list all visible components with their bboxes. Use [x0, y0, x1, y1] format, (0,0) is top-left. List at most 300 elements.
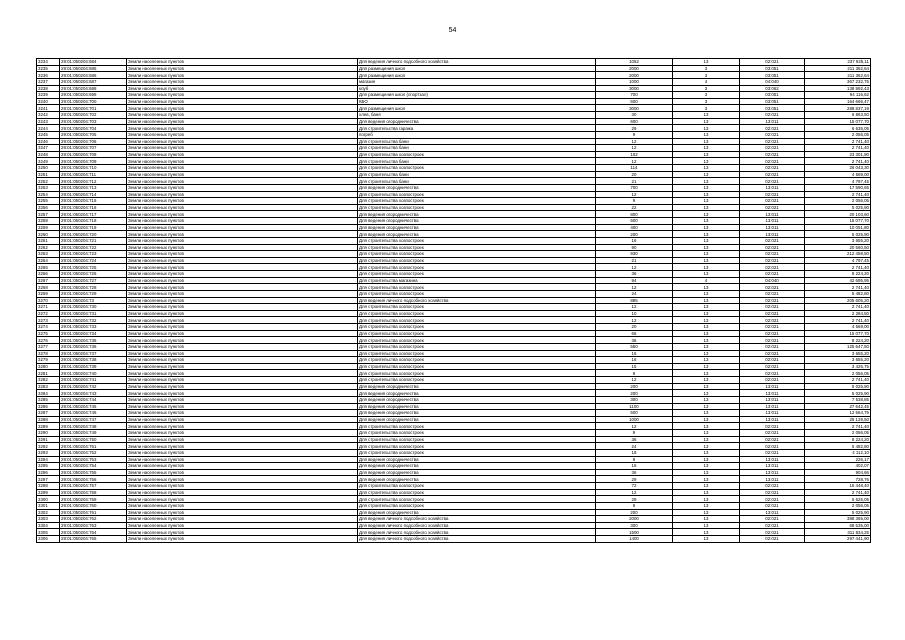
group-cell: 13: [673, 396, 740, 403]
permitted-use-cell: Для ведения огородничества: [358, 469, 596, 476]
group-cell: 13: [673, 449, 740, 456]
area-cell: 2000: [596, 65, 673, 72]
group-cell: 13: [673, 496, 740, 503]
area-cell: 20: [596, 324, 673, 331]
row-number-cell: 3303: [37, 516, 60, 523]
permitted-use-cell: Для ведения огородничества: [358, 231, 596, 238]
permitted-use-cell: Для ведения личного подсобного хозяйства: [358, 59, 596, 66]
code-cell: 02:021: [740, 536, 805, 543]
cadastral-value-cell: 728,76: [805, 476, 871, 483]
land-category-cell: Земли населенных пунктов: [127, 396, 358, 403]
group-cell: 13: [673, 165, 740, 172]
row-number-cell: 3281: [37, 370, 60, 377]
table-row: [37, 357, 871, 364]
code-cell: 13:011: [740, 218, 805, 225]
cadastral-value-cell: 27 642,45: [805, 403, 871, 410]
table-row: [37, 178, 871, 185]
group-cell: 13: [673, 370, 740, 377]
cadastral-number-cell: 29:01:050204:744: [60, 396, 127, 403]
permitted-use-cell: Для строительства хозпостроек: [358, 443, 596, 450]
cadastral-number-cell: 29:01:050204:712: [60, 178, 127, 185]
cadastral-number-cell: 29:01:050204:763: [60, 522, 127, 529]
area-cell: 16: [596, 350, 673, 357]
area-cell: 12: [596, 377, 673, 384]
group-cell: 13: [673, 131, 740, 138]
cadastral-number-cell: 29:01:050204:700: [60, 98, 127, 105]
permitted-use-cell: Для строительства бани: [358, 178, 596, 185]
row-number-cell: 3298: [37, 483, 60, 490]
group-cell: 3: [673, 98, 740, 105]
row-number-cell: 3294: [37, 456, 60, 463]
code-cell: 02:021: [740, 423, 805, 430]
cadastral-value-cell: 10 051,80: [805, 224, 871, 231]
code-cell: 02:021: [740, 165, 805, 172]
code-cell: 02:021: [740, 158, 805, 165]
land-category-cell: Земли населенных пунктов: [127, 72, 358, 79]
cadastral-number-cell: 29:01:050204:740: [60, 370, 127, 377]
land-category-cell: Земли населенных пунктов: [127, 410, 358, 417]
code-cell: 02:021: [740, 204, 805, 211]
land-category-cell: Земли населенных пунктов: [127, 516, 358, 523]
group-cell: 13: [673, 231, 740, 238]
permitted-use-cell: Для ведения огородничества: [358, 184, 596, 191]
group-cell: 13: [673, 489, 740, 496]
row-number-cell: 3262: [37, 244, 60, 251]
permitted-use-cell: Для строительства хозпостроек: [358, 165, 596, 172]
group-cell: 13: [673, 357, 740, 364]
row-number-cell: 3264: [37, 257, 60, 264]
permitted-use-cell: Для строительства хозпостроек: [358, 237, 596, 244]
cadastral-value-cell: 23 301,90: [805, 151, 871, 158]
land-category-cell: Земли населенных пунктов: [127, 330, 358, 337]
row-number-cell: 3244: [37, 125, 60, 132]
land-category-cell: Земли населенных пунктов: [127, 529, 358, 536]
land-category-cell: Земли населенных пунктов: [127, 145, 358, 152]
code-cell: 02:021: [740, 171, 805, 178]
land-category-cell: Земли населенных пунктов: [127, 476, 358, 483]
cadastral-value-cell: 2 056,05: [805, 198, 871, 205]
area-cell: 1000: [596, 416, 673, 423]
permitted-use-cell: Для ведения огородничества: [358, 410, 596, 417]
land-category-cell: Земли населенных пунктов: [127, 324, 358, 331]
land-category-cell: Земли населенных пунктов: [127, 138, 358, 145]
group-cell: 13: [673, 476, 740, 483]
cadastral-value-cell: 2 741,40: [805, 304, 871, 311]
area-cell: 1100: [596, 403, 673, 410]
code-cell: 02:021: [740, 297, 805, 304]
table-row: [37, 489, 871, 496]
permitted-use-cell: Для ведения личного подсобного хозяйства: [358, 536, 596, 543]
cadastral-value-cell: 2 741,40: [805, 145, 871, 152]
table-row: [37, 231, 871, 238]
cadastral-number-cell: 29:01:050204:765: [60, 536, 127, 543]
land-category-cell: Земли населенных пунктов: [127, 198, 358, 205]
cadastral-number-cell: 29:01:050204:687: [60, 78, 127, 85]
group-cell: 13: [673, 410, 740, 417]
row-number-cell: 3250: [37, 165, 60, 172]
cadastral-number-cell: 29:01:050204:720: [60, 231, 127, 238]
cadastral-value-cell: 2 056,05: [805, 131, 871, 138]
row-number-cell: 3296: [37, 469, 60, 476]
code-cell: 02:021: [740, 310, 805, 317]
code-cell: 02:021: [740, 516, 805, 523]
group-cell: 13: [673, 343, 740, 350]
row-number-cell: 3235: [37, 65, 60, 72]
code-cell: 13:011: [740, 184, 805, 191]
cadastral-number-cell: 29:01:050204:755: [60, 469, 127, 476]
area-cell: 36: [596, 337, 673, 344]
row-number-cell: 3237: [37, 78, 60, 85]
area-cell: 9: [596, 430, 673, 437]
area-cell: 29: [596, 125, 673, 132]
row-number-cell: 3252: [37, 178, 60, 185]
code-cell: 03:051: [740, 72, 805, 79]
table-row: [37, 138, 871, 145]
cadastral-value-cell: 138 992,43: [805, 85, 871, 92]
permitted-use-cell: Для строительства бани: [358, 145, 596, 152]
land-category-cell: Земли населенных пунктов: [127, 131, 358, 138]
row-number-cell: 3275: [37, 330, 60, 337]
area-cell: 600: [596, 118, 673, 125]
code-cell: 02:021: [740, 317, 805, 324]
permitted-use-cell: Для строительства хозпостроек: [358, 271, 596, 278]
cadastral-value-cell: 26 043,30: [805, 165, 871, 172]
table-row: [37, 529, 871, 536]
cadastral-value-cell: 125 647,50: [805, 343, 871, 350]
cadastral-value-cell: 388 365,00: [805, 516, 871, 523]
group-cell: 13: [673, 178, 740, 185]
table-row: [37, 483, 871, 490]
table-row: [37, 496, 871, 503]
cadastral-number-cell: 29:01:050204:714: [60, 191, 127, 198]
table-row: [37, 271, 871, 278]
cadastral-number-cell: 29:01:050204:747: [60, 416, 127, 423]
cadastral-number-cell: 29:01:050204:735: [60, 337, 127, 344]
permitted-use-cell: Для ведения огородничества: [358, 463, 596, 470]
permitted-use-cell: Для строительства хозпостроек: [358, 244, 596, 251]
permitted-use-cell: Для строительства хозпостроек: [358, 310, 596, 317]
cadastral-value-cell: 6 863,50: [805, 112, 871, 119]
permitted-use-cell: Для строительства хозпостроек: [358, 483, 596, 490]
code-cell: 02:021: [740, 237, 805, 244]
permitted-use-cell: Для строительства гаража: [358, 125, 596, 132]
table-row: [37, 536, 871, 543]
land-category-cell: Земли населенных пунктов: [127, 218, 358, 225]
group-cell: 13: [673, 138, 740, 145]
cadastral-number-cell: 29:01:050204:711: [60, 171, 127, 178]
area-cell: 12: [596, 145, 673, 152]
table-row: [37, 343, 871, 350]
row-number-cell: 3266: [37, 271, 60, 278]
code-cell: 02:021: [740, 191, 805, 198]
permitted-use-cell: Для ведения личного подсобного хозяйства: [358, 529, 596, 536]
code-cell: 02:021: [740, 251, 805, 258]
area-cell: 700: [596, 184, 673, 191]
group-cell: 13: [673, 244, 740, 251]
area-cell: 16: [596, 463, 673, 470]
group-cell: 13: [673, 297, 740, 304]
land-category-cell: Земли населенных пунктов: [127, 297, 358, 304]
land-category-cell: Земли населенных пунктов: [127, 284, 358, 291]
row-number-cell: 3238: [37, 85, 60, 92]
cadastral-value-cell: 4 797,45: [805, 178, 871, 185]
cadastral-value-cell: 297 441,90: [805, 536, 871, 543]
cadastral-number-cell: 29:01:050204:727: [60, 277, 127, 284]
land-category-cell: Земли населенных пунктов: [127, 125, 358, 132]
row-number-cell: 3305: [37, 529, 60, 536]
area-cell: 10: [596, 310, 673, 317]
group-cell: 13: [673, 337, 740, 344]
land-category-cell: Земли населенных пунктов: [127, 430, 358, 437]
group-cell: 13: [673, 463, 740, 470]
cadastral-number-cell: 29:01:050204:725: [60, 264, 127, 271]
area-cell: 114: [596, 165, 673, 172]
land-category-cell: Земли населенных пунктов: [127, 290, 358, 297]
cadastral-number-cell: 29:01:050204:699: [60, 92, 127, 99]
cadastral-number-cell: 29:01:050204:716: [60, 204, 127, 211]
code-cell: 13:011: [740, 416, 805, 423]
land-category-cell: Земли населенных пунктов: [127, 65, 358, 72]
permitted-use-cell: Для строительства бани: [358, 138, 596, 145]
land-category-cell: Земли населенных пунктов: [127, 112, 358, 119]
permitted-use-cell: Для строительства хозпостроек: [358, 324, 596, 331]
area-cell: 12: [596, 284, 673, 291]
group-cell: 13: [673, 416, 740, 423]
permitted-use-cell: Для строительства хозпостроек: [358, 284, 596, 291]
code-cell: 03:051: [740, 65, 805, 72]
table-row: [37, 297, 871, 304]
table-body: [37, 59, 871, 543]
cadastral-number-cell: 29:01:050204:764: [60, 529, 127, 536]
cadastral-value-cell: 2 741,40: [805, 264, 871, 271]
page-number: 54: [448, 27, 457, 34]
group-cell: 13: [673, 264, 740, 271]
table-row: [37, 416, 871, 423]
group-cell: 13: [673, 403, 740, 410]
row-number-cell: 3236: [37, 72, 60, 79]
land-category-cell: Земли населенных пунктов: [127, 184, 358, 191]
code-cell: 02:021: [740, 304, 805, 311]
cadastral-value-cell: 3 655,20: [805, 357, 871, 364]
area-cell: 895: [596, 297, 673, 304]
permitted-use-cell: Для ведения личного подсобного хозяйства: [358, 522, 596, 529]
table-row: [37, 237, 871, 244]
area-cell: 21: [596, 178, 673, 185]
code-cell: 13:011: [740, 211, 805, 218]
row-number-cell: 3291: [37, 436, 60, 443]
area-cell: 12: [596, 489, 673, 496]
land-category-cell: Земли населенных пунктов: [127, 237, 358, 244]
row-number-cell: 3279: [37, 357, 60, 364]
row-number-cell: 3306: [37, 536, 60, 543]
area-cell: 3000: [596, 105, 673, 112]
cadastral-number-cell: 29:01:050204:701: [60, 105, 127, 112]
permitted-use-cell: Для строительства хозпостроек: [358, 377, 596, 384]
row-number-cell: 3239: [37, 92, 60, 99]
cadastral-value-cell: 212 458,50: [805, 251, 871, 258]
code-cell: 13:011: [740, 403, 805, 410]
table-row: [37, 105, 871, 112]
permitted-use-cell: Для строительства хозпостроек: [358, 151, 596, 158]
cadastral-number-cell: 29:01:050204:728: [60, 284, 127, 291]
code-cell: 13:011: [740, 383, 805, 390]
table-row: [37, 449, 871, 456]
cadastral-value-cell: 164 666,47: [805, 98, 871, 105]
cadastral-number-cell: 29:01:050204:746: [60, 410, 127, 417]
permitted-use-cell: Для строительства бани: [358, 171, 596, 178]
area-cell: 22: [596, 204, 673, 211]
cadastral-number-cell: 29:01:050204:707: [60, 145, 127, 152]
table-row: [37, 423, 871, 430]
cadastral-value-cell: 402,07: [805, 463, 871, 470]
permitted-use-cell: клуб: [358, 85, 596, 92]
table-row: [37, 463, 871, 470]
land-category-cell: Земли населенных пунктов: [127, 224, 358, 231]
area-cell: 24: [596, 290, 673, 297]
land-category-cell: Земли населенных пунктов: [127, 509, 358, 516]
table-row: [37, 396, 871, 403]
row-number-cell: 3242: [37, 112, 60, 119]
cadastral-value-cell: 15 077,70: [805, 330, 871, 337]
area-cell: 400: [596, 224, 673, 231]
cadastral-value-cell: 20 103,60: [805, 211, 871, 218]
land-category-cell: Земли населенных пунктов: [127, 158, 358, 165]
cadastral-value-cell: 288 837,19: [805, 105, 871, 112]
row-number-cell: 3274: [37, 324, 60, 331]
row-number-cell: 3256: [37, 204, 60, 211]
code-cell: 02:021: [740, 257, 805, 264]
land-category-cell: Земли населенных пунктов: [127, 496, 358, 503]
area-cell: 102: [596, 151, 673, 158]
permitted-use-cell: Для ведения огородничества: [358, 211, 596, 218]
row-number-cell: 3278: [37, 350, 60, 357]
code-cell: 02:021: [740, 449, 805, 456]
land-category-cell: Земли населенных пунктов: [127, 449, 358, 456]
group-cell: 4: [673, 78, 740, 85]
land-category-cell: Земли населенных пунктов: [127, 443, 358, 450]
table-row: [37, 476, 871, 483]
group-cell: 13: [673, 251, 740, 258]
cadastral-number-cell: 29:01:050204:705: [60, 131, 127, 138]
row-number-cell: 3243: [37, 118, 60, 125]
row-number-cell: 3295: [37, 463, 60, 470]
area-cell: 1052: [596, 59, 673, 66]
land-category-cell: Земли населенных пунктов: [127, 264, 358, 271]
area-cell: 16: [596, 357, 673, 364]
row-number-cell: 3304: [37, 522, 60, 529]
land-category-cell: Земли населенных пунктов: [127, 357, 358, 364]
code-cell: 02:021: [740, 151, 805, 158]
table-row: [37, 363, 871, 370]
code-cell: 02:021: [740, 131, 805, 138]
group-cell: 13: [673, 317, 740, 324]
area-cell: 12: [596, 264, 673, 271]
row-number-cell: 3284: [37, 390, 60, 397]
land-category-cell: Земли населенных пунктов: [127, 304, 358, 311]
area-cell: 930: [596, 251, 673, 258]
cadastral-value-cell: 2 741,40: [805, 284, 871, 291]
group-cell: 13: [673, 224, 740, 231]
group-cell: 13: [673, 151, 740, 158]
group-cell: 13: [673, 271, 740, 278]
group-cell: 13: [673, 184, 740, 191]
code-cell: 02:021: [740, 330, 805, 337]
area-cell: 12: [596, 317, 673, 324]
cadastral-value-cell: 42 695,95: [805, 277, 871, 284]
row-number-cell: 3260: [37, 231, 60, 238]
table-row: [37, 171, 871, 178]
table-row: [37, 350, 871, 357]
table-row: [37, 509, 871, 516]
code-cell: 04:040: [740, 78, 805, 85]
area-cell: 16: [596, 237, 673, 244]
permitted-use-cell: Для ведения огородничества: [358, 416, 596, 423]
row-number-cell: 3282: [37, 377, 60, 384]
cadastral-value-cell: 2 741,40: [805, 158, 871, 165]
group-cell: 13: [673, 423, 740, 430]
area-cell: 500: [596, 410, 673, 417]
cadastral-value-cell: 226,17: [805, 456, 871, 463]
land-category-cell: Земли населенных пунктов: [127, 310, 358, 317]
cadastral-number-cell: 29:01:050204:723: [60, 251, 127, 258]
group-cell: 13: [673, 125, 740, 132]
code-cell: 13:011: [740, 396, 805, 403]
group-cell: 13: [673, 456, 740, 463]
area-cell: 12: [596, 423, 673, 430]
table-row: [37, 284, 871, 291]
cadastral-number-cell: 29:01:050204:761: [60, 509, 127, 516]
group-cell: 13: [673, 330, 740, 337]
permitted-use-cell: Для ведения огородничества: [358, 218, 596, 225]
permitted-use-cell: Для строительства хозпостроек: [358, 502, 596, 509]
cadastral-value-cell: 25 129,50: [805, 416, 871, 423]
row-number-cell: 3293: [37, 449, 60, 456]
area-cell: 1500: [596, 529, 673, 536]
code-cell: 03:051: [740, 98, 805, 105]
permitted-use-cell: Для ведения огородничества: [358, 224, 596, 231]
cadastral-number-cell: 29:01:050204:706: [60, 138, 127, 145]
land-category-cell: Земли населенных пунктов: [127, 171, 358, 178]
cadastral-value-cell: 904,66: [805, 469, 871, 476]
table-row: [37, 317, 871, 324]
permitted-use-cell: Для строительства хозпостроек: [358, 343, 596, 350]
land-category-cell: Земли населенных пунктов: [127, 522, 358, 529]
area-cell: 200: [596, 509, 673, 516]
cadastral-number-cell: 29:01:050204:709: [60, 158, 127, 165]
land-category-cell: Земли населенных пунктов: [127, 383, 358, 390]
permitted-use-cell: Для ведения огородничества: [358, 118, 596, 125]
area-cell: 21: [596, 257, 673, 264]
code-cell: 02:021: [740, 112, 805, 119]
cadastral-number-cell: 29:01:050204:732: [60, 317, 127, 324]
cadastral-number-cell: 29:01:050204:684: [60, 59, 127, 66]
permitted-use-cell: Для строительства хозпостроек: [358, 357, 596, 364]
code-cell: 02:021: [740, 363, 805, 370]
cadastral-number-cell: 29:01:050204:721: [60, 237, 127, 244]
cadastral-value-cell: 4 797,45: [805, 257, 871, 264]
permitted-use-cell: Для ведения огородничества: [358, 383, 596, 390]
code-cell: 13:011: [740, 476, 805, 483]
code-cell: 13:011: [740, 469, 805, 476]
row-number-cell: 3249: [37, 158, 60, 165]
land-category-cell: Земли населенных пунктов: [127, 483, 358, 490]
cadastral-number-cell: 29:01:050204:760: [60, 502, 127, 509]
permitted-use-cell: Для ведения огородничества: [358, 456, 596, 463]
land-category-cell: Земли населенных пунктов: [127, 390, 358, 397]
cadastral-value-cell: 3 426,75: [805, 363, 871, 370]
permitted-use-cell: Для строительства хозпостроек: [358, 496, 596, 503]
permitted-use-cell: Для ведения огородничества: [358, 403, 596, 410]
